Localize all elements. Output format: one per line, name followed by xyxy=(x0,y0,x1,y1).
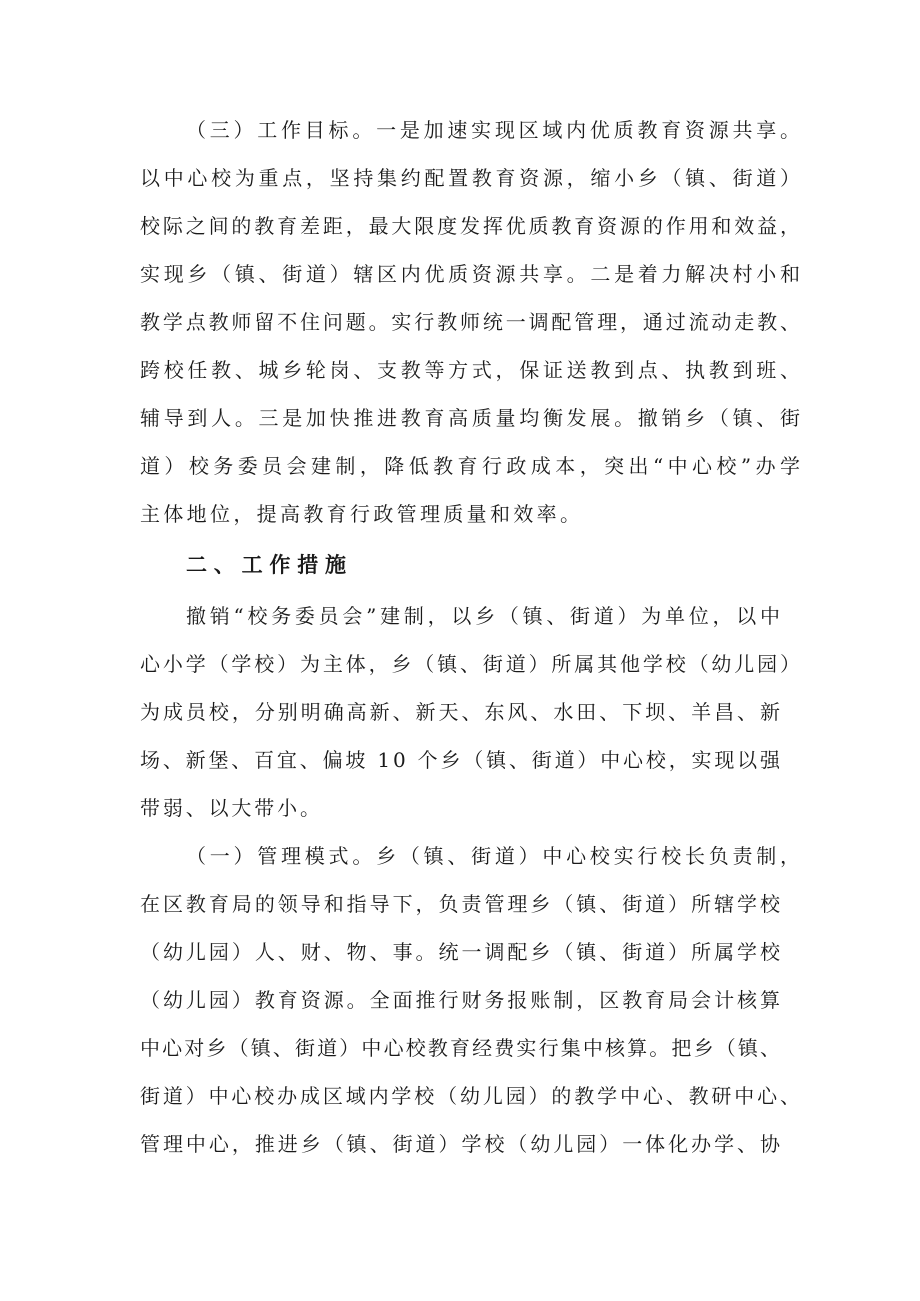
text: 管理中心，推进乡（镇、街道）学校（幼儿园）一体化办学、协 xyxy=(140,1132,783,1156)
section-heading-line xyxy=(0,545,920,585)
paragraph-line xyxy=(0,254,920,294)
paragraph-line xyxy=(0,596,920,636)
paragraph-line xyxy=(0,740,920,780)
text: 道）校务委员会建制，降低教育行政成本，突出“中心校”办学 xyxy=(140,454,805,478)
paragraph-line xyxy=(0,1076,920,1116)
text: 街道）中心校办成区域内学校（幼儿园）的教学中心、教研中心、 xyxy=(140,1084,803,1108)
text: （一）管理模式。乡（镇、街道）中心校实行校长负责制， xyxy=(186,844,804,868)
text: （幼儿园）教育资源。全面推行财务报账制，区教育局会计核算 xyxy=(140,988,783,1012)
text: 辅导到人。三是加快推进教育高质量均衡发展。撤销乡（镇、街 xyxy=(140,406,804,430)
text: （幼儿园）人、财、物、事。统一调配乡（镇、街道）所属学校 xyxy=(140,940,783,964)
text: 教学点教师留不住问题。实行教师统一调配管理，通过流动走教、 xyxy=(140,310,803,334)
text: 带弱、以大带小。 xyxy=(140,796,323,820)
paragraph-line xyxy=(0,206,920,246)
paragraph-line xyxy=(0,884,920,924)
paragraph-line xyxy=(0,398,920,438)
paragraph-line xyxy=(0,350,920,390)
paragraph-line xyxy=(0,494,920,534)
paragraph-line xyxy=(0,644,920,684)
paragraph-line xyxy=(0,836,920,876)
paragraph-line xyxy=(0,446,920,486)
paragraph-line xyxy=(0,692,920,732)
paragraph-line xyxy=(0,110,920,150)
text: 实现乡（镇、街道）辖区内优质资源共享。二是着力解决村小和 xyxy=(140,262,804,286)
text: 跨校任教、城乡轮岗、支教等方式，保证送教到点、执教到班、 xyxy=(140,358,804,382)
text: （三）工作目标。一是加速实现区域内优质教育资源共享。 xyxy=(186,118,804,142)
text: 心小学（学校）为主体，乡（镇、街道）所属其他学校（幼儿园） xyxy=(140,652,803,676)
paragraph-line xyxy=(0,980,920,1020)
text: 以中心校为重点，坚持集约配置教育资源，缩小乡（镇、街道） xyxy=(140,166,804,190)
section-heading: 二、工作措施 xyxy=(186,553,353,577)
text: 在区教育局的领导和指导下，负责管理乡（镇、街道）所辖学校 xyxy=(140,892,783,916)
paragraph-line xyxy=(0,302,920,342)
paragraph-line xyxy=(0,1028,920,1068)
text: 主体地位，提高教育行政管理质量和效率。 xyxy=(140,502,584,526)
text: 校际之间的教育差距，最大限度发挥优质教育资源的作用和效益， xyxy=(140,214,803,238)
text: 中心对乡（镇、街道）中心校教育经费实行集中核算。把乡（镇、 xyxy=(140,1036,783,1060)
text: 为成员校，分别明确高新、新天、东风、水田、下坝、羊昌、新 xyxy=(140,700,783,724)
text: 撤销“校务委员会”建制，以乡（镇、街道）为单位，以中 xyxy=(186,604,784,628)
paragraph-line xyxy=(0,788,920,828)
paragraph-line xyxy=(0,932,920,972)
text: 场、新堡、百宜、偏坡 10 个乡（镇、街道）中心校，实现以强 xyxy=(140,748,783,772)
paragraph-line xyxy=(0,1124,920,1164)
paragraph-line xyxy=(0,158,920,198)
